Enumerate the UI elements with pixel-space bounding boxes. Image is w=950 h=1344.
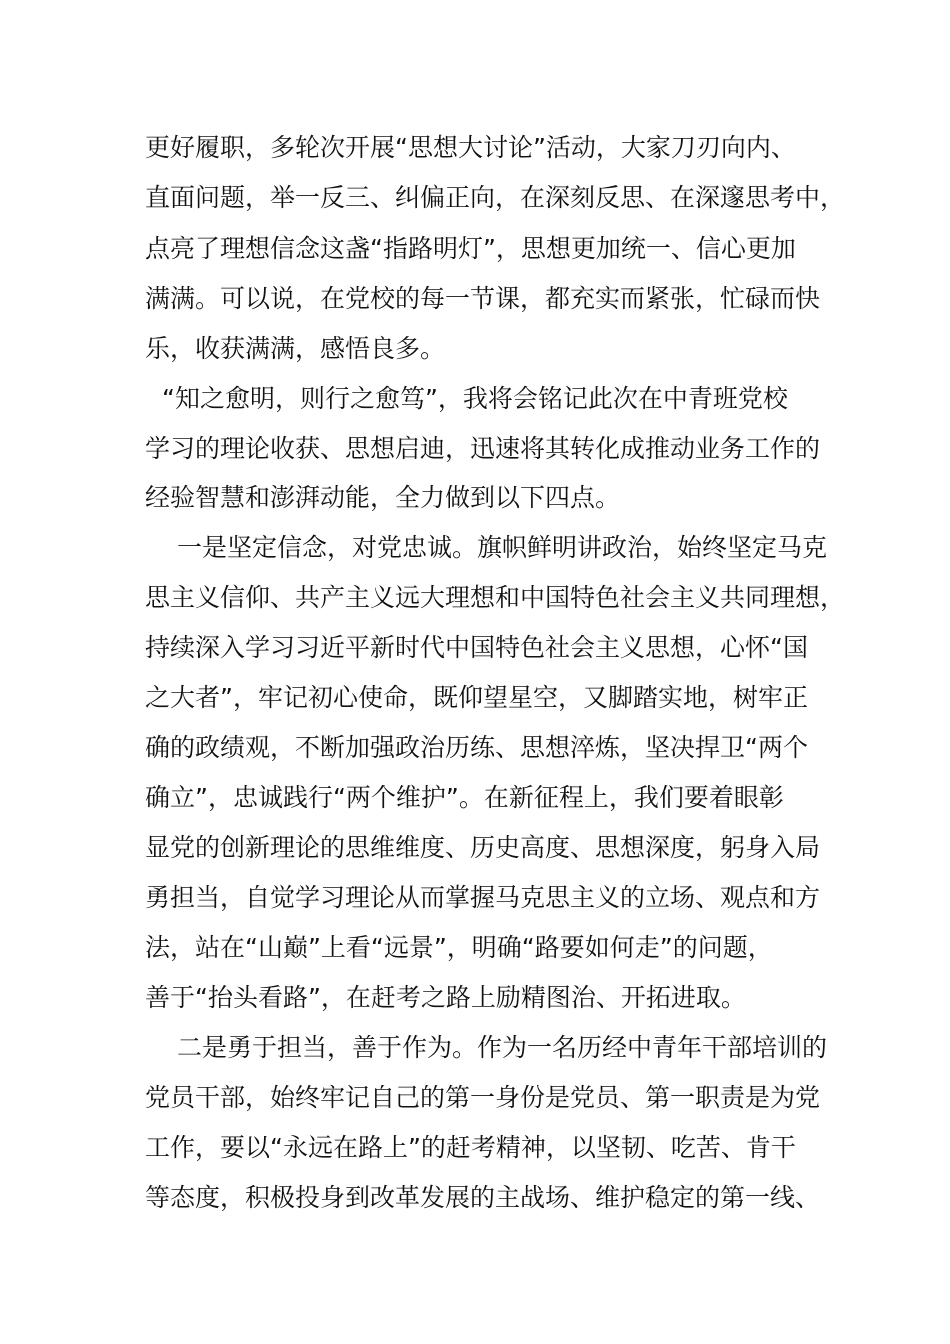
text-line: 确立”，忠诚践行“两个维护”。在新征程上，我们要着眼彰 [145,783,784,812]
text-line: 法，站在“山巅”上看“远景”，明确“路要如何走”的问题， [145,933,773,962]
text-line: 满满。可以说，在党校的每一节课，都充实而紧张，忙碌而快 [145,284,821,313]
text-line: 确的政绩观，不断加强政治历练、思想淬炼，坚决捍卫“两个 [145,733,808,762]
text-line: 更好履职，多轮次开展“思想大讨论”活动，大家刀刃向内、 [145,133,796,162]
text-line: 经验智慧和澎湃动能，全力做到以下四点。 [145,483,621,512]
text-line: 工作，要以“永远在路上”的赶考精神，以坚韧、吃苦、肯干 [145,1133,796,1162]
text-line: 乐，收获满满，感悟良多。 [145,334,446,363]
text-line: 善于“抬头看路”，在赶考之路上励精图治、开拓进取。 [145,983,746,1012]
text-line: 学习的理论收获、思想启迪，迅速将其转化成推动业务工作的 [145,434,821,463]
text-line: 之大者”，牢记初心使命，既仰望星空，又脚踏实地，树牢正 [145,683,808,712]
text-line: 思主义信仰、共产主义远大理想和中国特色社会主义共同理想， [145,583,846,612]
text-line: 一是坚定信念，对党忠诚。旗帜鲜明讲政治，始终坚定马克 [177,533,828,562]
text-line: 二是勇于担当，善于作为。作为一名历经中青年干部培训的 [177,1033,828,1062]
text-line: 显党的创新理论的思维维度、历史高度、思想深度，躬身入局 [145,833,821,862]
text-line: 直面问题，举一反三、纠偏正向，在深刻反思、在深邃思考中， [145,183,846,212]
text-line: 等态度，积极投身到改革发展的主战场、维护稳定的第一线、 [145,1183,821,1212]
text-line: 勇担当，自觉学习理论从而掌握马克思主义的立场、观点和方 [145,883,821,912]
text-line: 党员干部，始终牢记自己的第一身份是党员、第一职责是为党 [145,1083,821,1112]
text-line: 持续深入学习习近平新时代中国特色社会主义思想，心怀“国 [145,633,808,662]
text-line: “知之愈明，则行之愈笃”，我将会铭记此次在中青班党校 [162,384,788,413]
text-line: 点亮了理想信念这盏“指路明灯”，思想更加统一、信心更加 [145,234,796,263]
